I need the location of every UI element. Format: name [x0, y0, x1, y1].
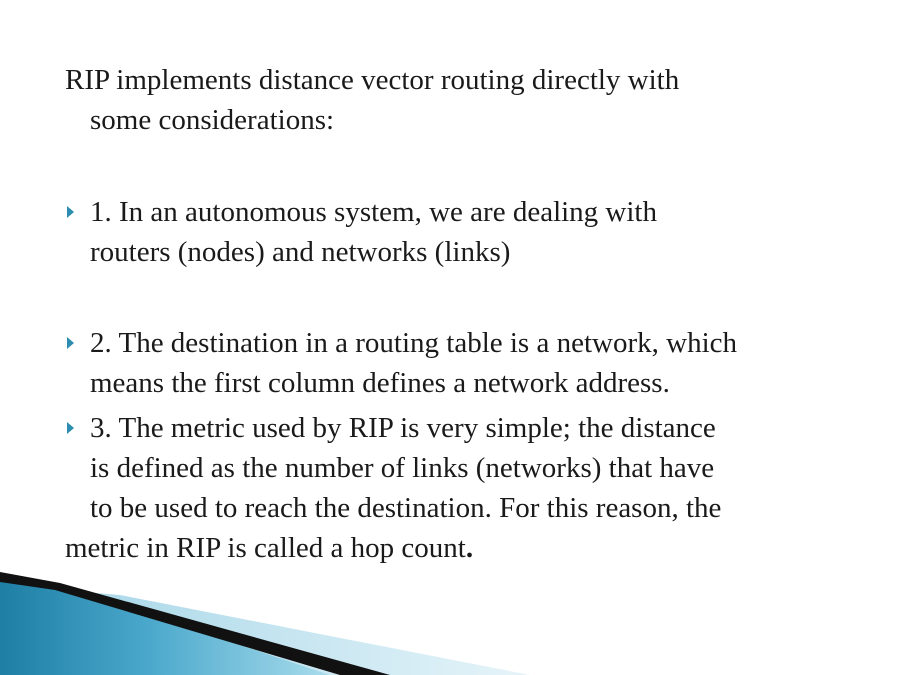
bullet-3-line-4-text: metric in RIP is called a hop count [65, 532, 466, 564]
bullet-item-2 [90, 323, 737, 403]
intro-paragraph [65, 60, 679, 140]
bullet-3-line-4 [65, 528, 721, 568]
bullet-item-1 [90, 192, 657, 272]
bullet-2-line-2: means the first column defines a network address. [90, 367, 670, 399]
bullet-3-line-1: 3. The metric used by RIP is very simple; the distance [90, 412, 716, 444]
intro-line-2: some considerations: [90, 104, 335, 136]
bullet-arrow-icon [67, 206, 74, 218]
bullet-arrow-icon [67, 337, 74, 349]
intro-line-1: RIP implements distance vector routing directly with [65, 64, 680, 96]
bullet-3-final-period: . [465, 532, 474, 564]
bullet-3-line-3: to be used to reach the destination. For this reason, the [90, 492, 722, 524]
bullet-arrow-icon [67, 422, 74, 434]
bullet-3-line-2: is defined as the number of links (networks) that have [90, 452, 715, 484]
bullet-1-line-1: 1. In an autonomous system, we are dealing with [90, 196, 657, 228]
bullet-1-line-2: routers (nodes) and networks (links) [90, 236, 511, 268]
swoosh-blue-band [0, 575, 330, 675]
bullet-2-line-1: 2. The destination in a routing table is a network, which [90, 327, 737, 359]
bullet-item-3 [65, 408, 722, 568]
